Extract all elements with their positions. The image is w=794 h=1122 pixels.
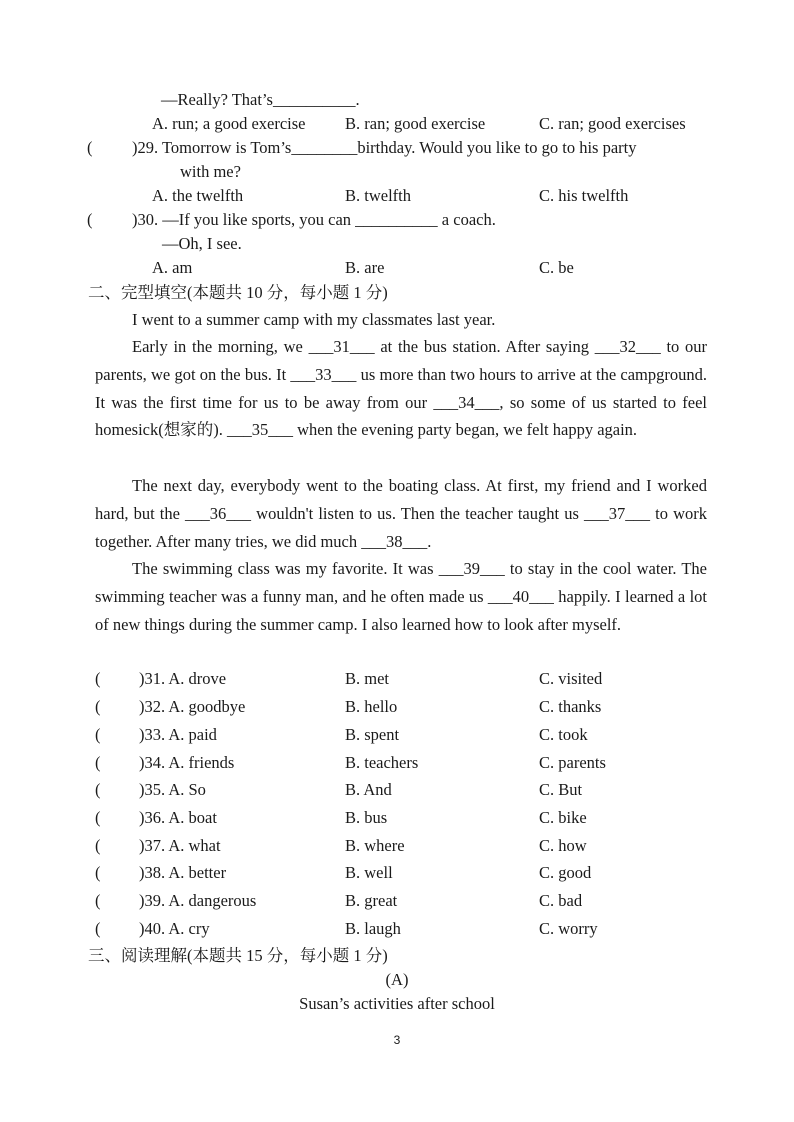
q30-stem-line1: )30. —If you like sports, you can __________ a coach.: [132, 210, 496, 229]
cloze-paragraph-2-text: Early in the morning, we ___31___ at the bus station. After saying ___32___ to our parents, we got on the bus. It ___33___ us more than two hours to arrive at the campground. It was the first time for us to be away from our ___34___, so some of us started to feel homesick(想家的). ___35___ when the evening party began, we felt happy again.: [95, 337, 707, 440]
q37-answer-paren: (: [95, 836, 101, 855]
q31-option-b: B. met: [345, 669, 389, 688]
q29-stem-line1: )29. Tomorrow is Tom’s________birthday. Would you like to go to his party: [132, 138, 637, 157]
q30-stem-line2: —Oh, I see.: [162, 234, 242, 253]
q37-option-a: )37. A. what: [139, 836, 221, 855]
q40-option-b: B. laugh: [345, 919, 401, 938]
q39-answer-paren: (: [95, 891, 101, 910]
q32-answer-paren: (: [95, 697, 101, 716]
q35-answer-paren: (: [95, 780, 101, 799]
q28-option-a: A. run; a good exercise: [152, 114, 306, 133]
q31-option-c: C. visited: [539, 669, 603, 688]
q40-answer-paren: (: [95, 919, 101, 938]
q38-option-a: )38. A. better: [139, 863, 227, 882]
q29-stem-line2: with me?: [180, 162, 241, 181]
q36-option-b: B. bus: [345, 808, 388, 827]
q32-option-b: B. hello: [345, 697, 398, 716]
q37-option-b: B. where: [345, 836, 405, 855]
q29-option-b: B. twelfth: [345, 186, 411, 205]
q31-answer-paren: (: [95, 669, 101, 688]
q36-answer-paren: (: [95, 808, 101, 827]
cloze-paragraph-2: [95, 333, 707, 444]
cloze-paragraph-4: [95, 555, 707, 638]
reading-passage-label: (A): [385, 970, 409, 989]
reading-section-heading: 三、阅读理解(本题共 15 分，每小题 1 分): [88, 946, 388, 965]
q36-option-a: )36. A. boat: [139, 808, 217, 827]
q32-option-c: C. thanks: [539, 697, 602, 716]
q34-option-b: B. teachers: [345, 753, 419, 772]
cloze-paragraph-1: [95, 306, 707, 334]
q29-option-c: C. his twelfth: [539, 186, 629, 205]
q30-answer-paren: (: [87, 210, 93, 229]
q37-option-c: C. how: [539, 836, 587, 855]
q28-reply: —Really? That’s__________.: [161, 90, 360, 109]
q35-option-c: C. But: [539, 780, 583, 799]
q30-option-a: A. am: [152, 258, 193, 277]
q33-option-a: )33. A. paid: [139, 725, 217, 744]
q29-answer-paren: (: [87, 138, 93, 157]
q35-option-a: )35. A. So: [139, 780, 206, 799]
cloze-paragraph-3: [95, 472, 707, 555]
q30-option-b: B. are: [345, 258, 385, 277]
q35-option-b: B. And: [345, 780, 392, 799]
cloze-paragraph-3-text: The next day, everybody went to the boating class. At first, my friend and I worked hard, but the ___36___ wouldn't listen to us. Then the teacher taught us ___37___ to work together. After many tries, we did much ___38___.: [95, 476, 707, 551]
cloze-paragraph-4-text: The swimming class was my favorite. It was ___39___ to stay in the cool water. The swimming teacher was a funny man, and he often made us ___40___ happily. I learned a lot of new things during the summer camp. I also learned how to look after myself.: [95, 559, 707, 634]
q40-option-c: C. worry: [539, 919, 598, 938]
q38-answer-paren: (: [95, 863, 101, 882]
q30-option-c: C. be: [539, 258, 574, 277]
q39-option-c: C. bad: [539, 891, 583, 910]
q33-option-b: B. spent: [345, 725, 400, 744]
q38-option-c: C. good: [539, 863, 592, 882]
q38-option-b: B. well: [345, 863, 393, 882]
q33-option-c: C. took: [539, 725, 588, 744]
q39-option-a: )39. A. dangerous: [139, 891, 257, 910]
q34-answer-paren: (: [95, 753, 101, 772]
cloze-section-heading: 二、完型填空(本题共 10 分，每小题 1 分): [88, 283, 388, 302]
q36-option-c: C. bike: [539, 808, 587, 827]
q29-option-a: A. the twelfth: [152, 186, 244, 205]
q31-option-a: )31. A. drove: [139, 669, 227, 688]
q28-option-b: B. ran; good exercise: [345, 114, 486, 133]
q34-option-c: C. parents: [539, 753, 606, 772]
q28-option-c: C. ran; good exercises: [539, 114, 686, 133]
q39-option-b: B. great: [345, 891, 398, 910]
cloze-paragraph-1-text: I went to a summer camp with my classmates last year.: [132, 310, 496, 329]
page-number: 3: [393, 1033, 401, 1047]
q32-option-a: )32. A. goodbye: [139, 697, 246, 716]
q40-option-a: )40. A. cry: [139, 919, 210, 938]
q33-answer-paren: (: [95, 725, 101, 744]
reading-passage-title: Susan’s activities after school: [299, 994, 495, 1013]
q34-option-a: )34. A. friends: [139, 753, 235, 772]
